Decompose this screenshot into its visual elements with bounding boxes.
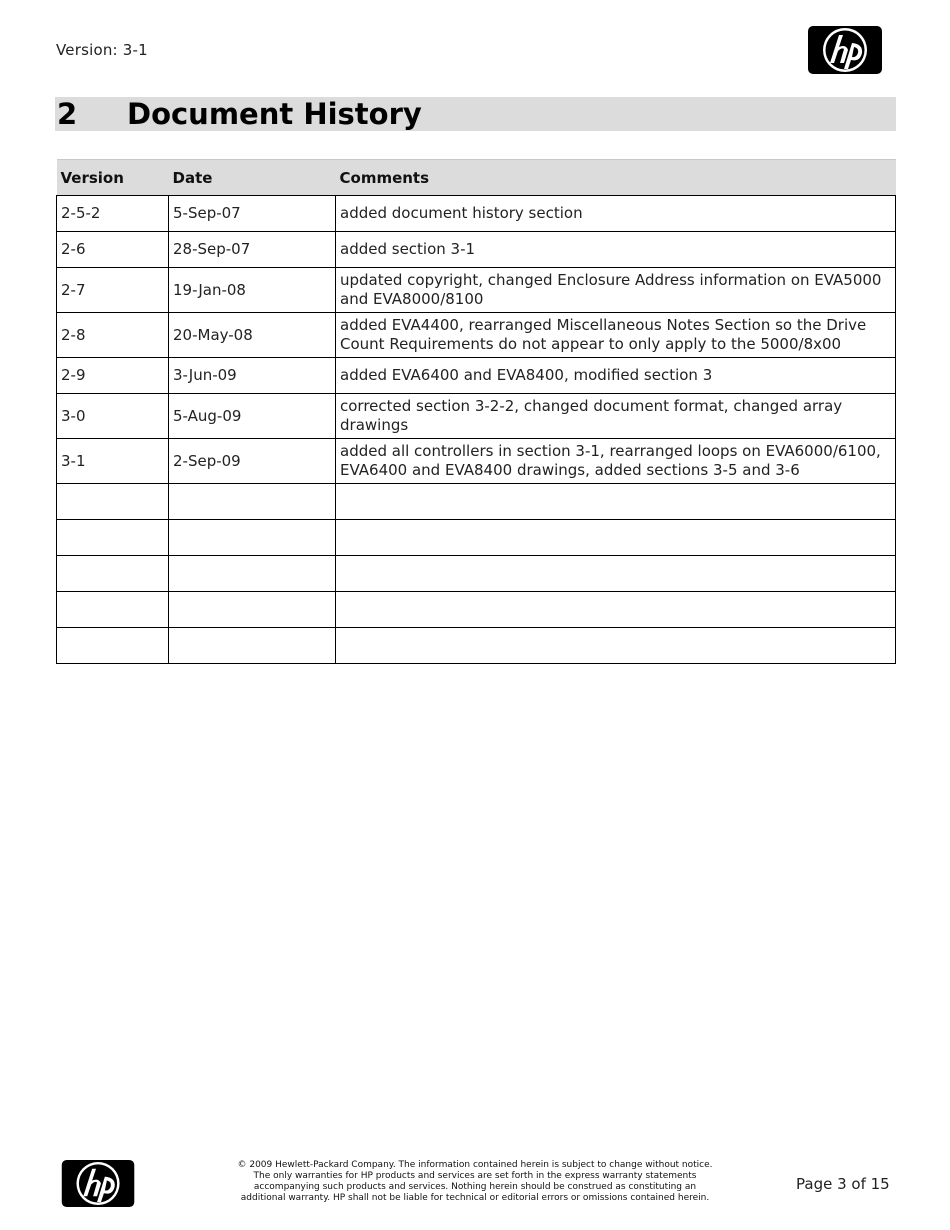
cell-comments: [336, 628, 896, 664]
cell-version: [57, 484, 169, 520]
cell-date: 20-May-08: [169, 313, 336, 358]
table-header-row: [57, 160, 896, 196]
table-row-empty: [57, 628, 896, 664]
cell-comments: added section 3-1: [336, 232, 896, 268]
cell-comments: [336, 520, 896, 556]
cell-version: 2-6: [57, 232, 169, 268]
table-row: [57, 313, 896, 358]
table-row: [57, 232, 896, 268]
page-number: Page 3 of 15: [796, 1175, 890, 1193]
cell-version: [57, 520, 169, 556]
section-heading: [55, 97, 896, 131]
column-header-date: Date: [169, 160, 336, 196]
column-header-version: Version: [57, 160, 169, 196]
footer-line: The only warranties for HP products and services are set forth in the express warranty statements: [253, 1171, 697, 1181]
cell-comments: [336, 484, 896, 520]
footer-line: additional warranty. HP shall not be liable for technical or editorial errors or omissions contained herein.: [240, 1193, 710, 1203]
cell-date: [169, 556, 336, 592]
cell-date: [169, 628, 336, 664]
footer-line: © 2009 Hewlett-Packard Company. The information contained herein is subject to change without notice.: [237, 1160, 713, 1170]
table-row: [57, 268, 896, 313]
cell-version: [57, 556, 169, 592]
section-number: 2: [57, 97, 78, 131]
cell-version: 2-8: [57, 313, 169, 358]
table-row: [57, 196, 896, 232]
cell-date: 19-Jan-08: [169, 268, 336, 313]
cell-date: [169, 520, 336, 556]
hp-logo-footer: [61, 1159, 137, 1208]
cell-comments: [336, 592, 896, 628]
table-row: [57, 439, 896, 484]
table-row-empty: [57, 520, 896, 556]
footer-line: accompanying such products and services. Nothing herein should be construed as constituting an: [253, 1182, 697, 1192]
cell-version: [57, 628, 169, 664]
cell-comments: added document history section: [336, 196, 896, 232]
cell-date: 2-Sep-09: [169, 439, 336, 484]
table-row: [57, 394, 896, 439]
table-row-empty: [57, 484, 896, 520]
cell-date: 3-Jun-09: [169, 358, 336, 394]
table-row-empty: [57, 556, 896, 592]
table-row: [57, 358, 896, 394]
cell-comments: added all controllers in section 3-1, rearranged loops on EVA6000/6100, EVA6400 and EVA8400 drawings, added sections 3-5 and 3-6: [336, 439, 896, 484]
cell-comments: added EVA6400 and EVA8400, modified section 3: [336, 358, 896, 394]
cell-date: 28-Sep-07: [169, 232, 336, 268]
cell-version: 2-7: [57, 268, 169, 313]
cell-date: [169, 592, 336, 628]
section-title: Document History: [127, 97, 422, 131]
footer-legal-notice: [222, 1160, 728, 1204]
cell-version: 3-0: [57, 394, 169, 439]
cell-version: 2-5-2: [57, 196, 169, 232]
cell-version: 3-1: [57, 439, 169, 484]
cell-version: [57, 592, 169, 628]
cell-date: 5-Sep-07: [169, 196, 336, 232]
cell-date: 5-Aug-09: [169, 394, 336, 439]
column-header-comments: Comments: [336, 160, 896, 196]
cell-comments: corrected section 3-2-2, changed document format, changed array drawings: [336, 394, 896, 439]
cell-comments: updated copyright, changed Enclosure Address information on EVA5000 and EVA8000/8100: [336, 268, 896, 313]
version-label: Version: 3-1: [56, 41, 148, 59]
hp-logo: [808, 25, 884, 75]
table-row-empty: [57, 592, 896, 628]
cell-version: 2-9: [57, 358, 169, 394]
cell-date: [169, 484, 336, 520]
cell-comments: [336, 556, 896, 592]
cell-comments: added EVA4400, rearranged Miscellaneous Notes Section so the Drive Count Requirements do not appear to only apply to the 5000/8x00: [336, 313, 896, 358]
document-history-table: [56, 159, 896, 664]
